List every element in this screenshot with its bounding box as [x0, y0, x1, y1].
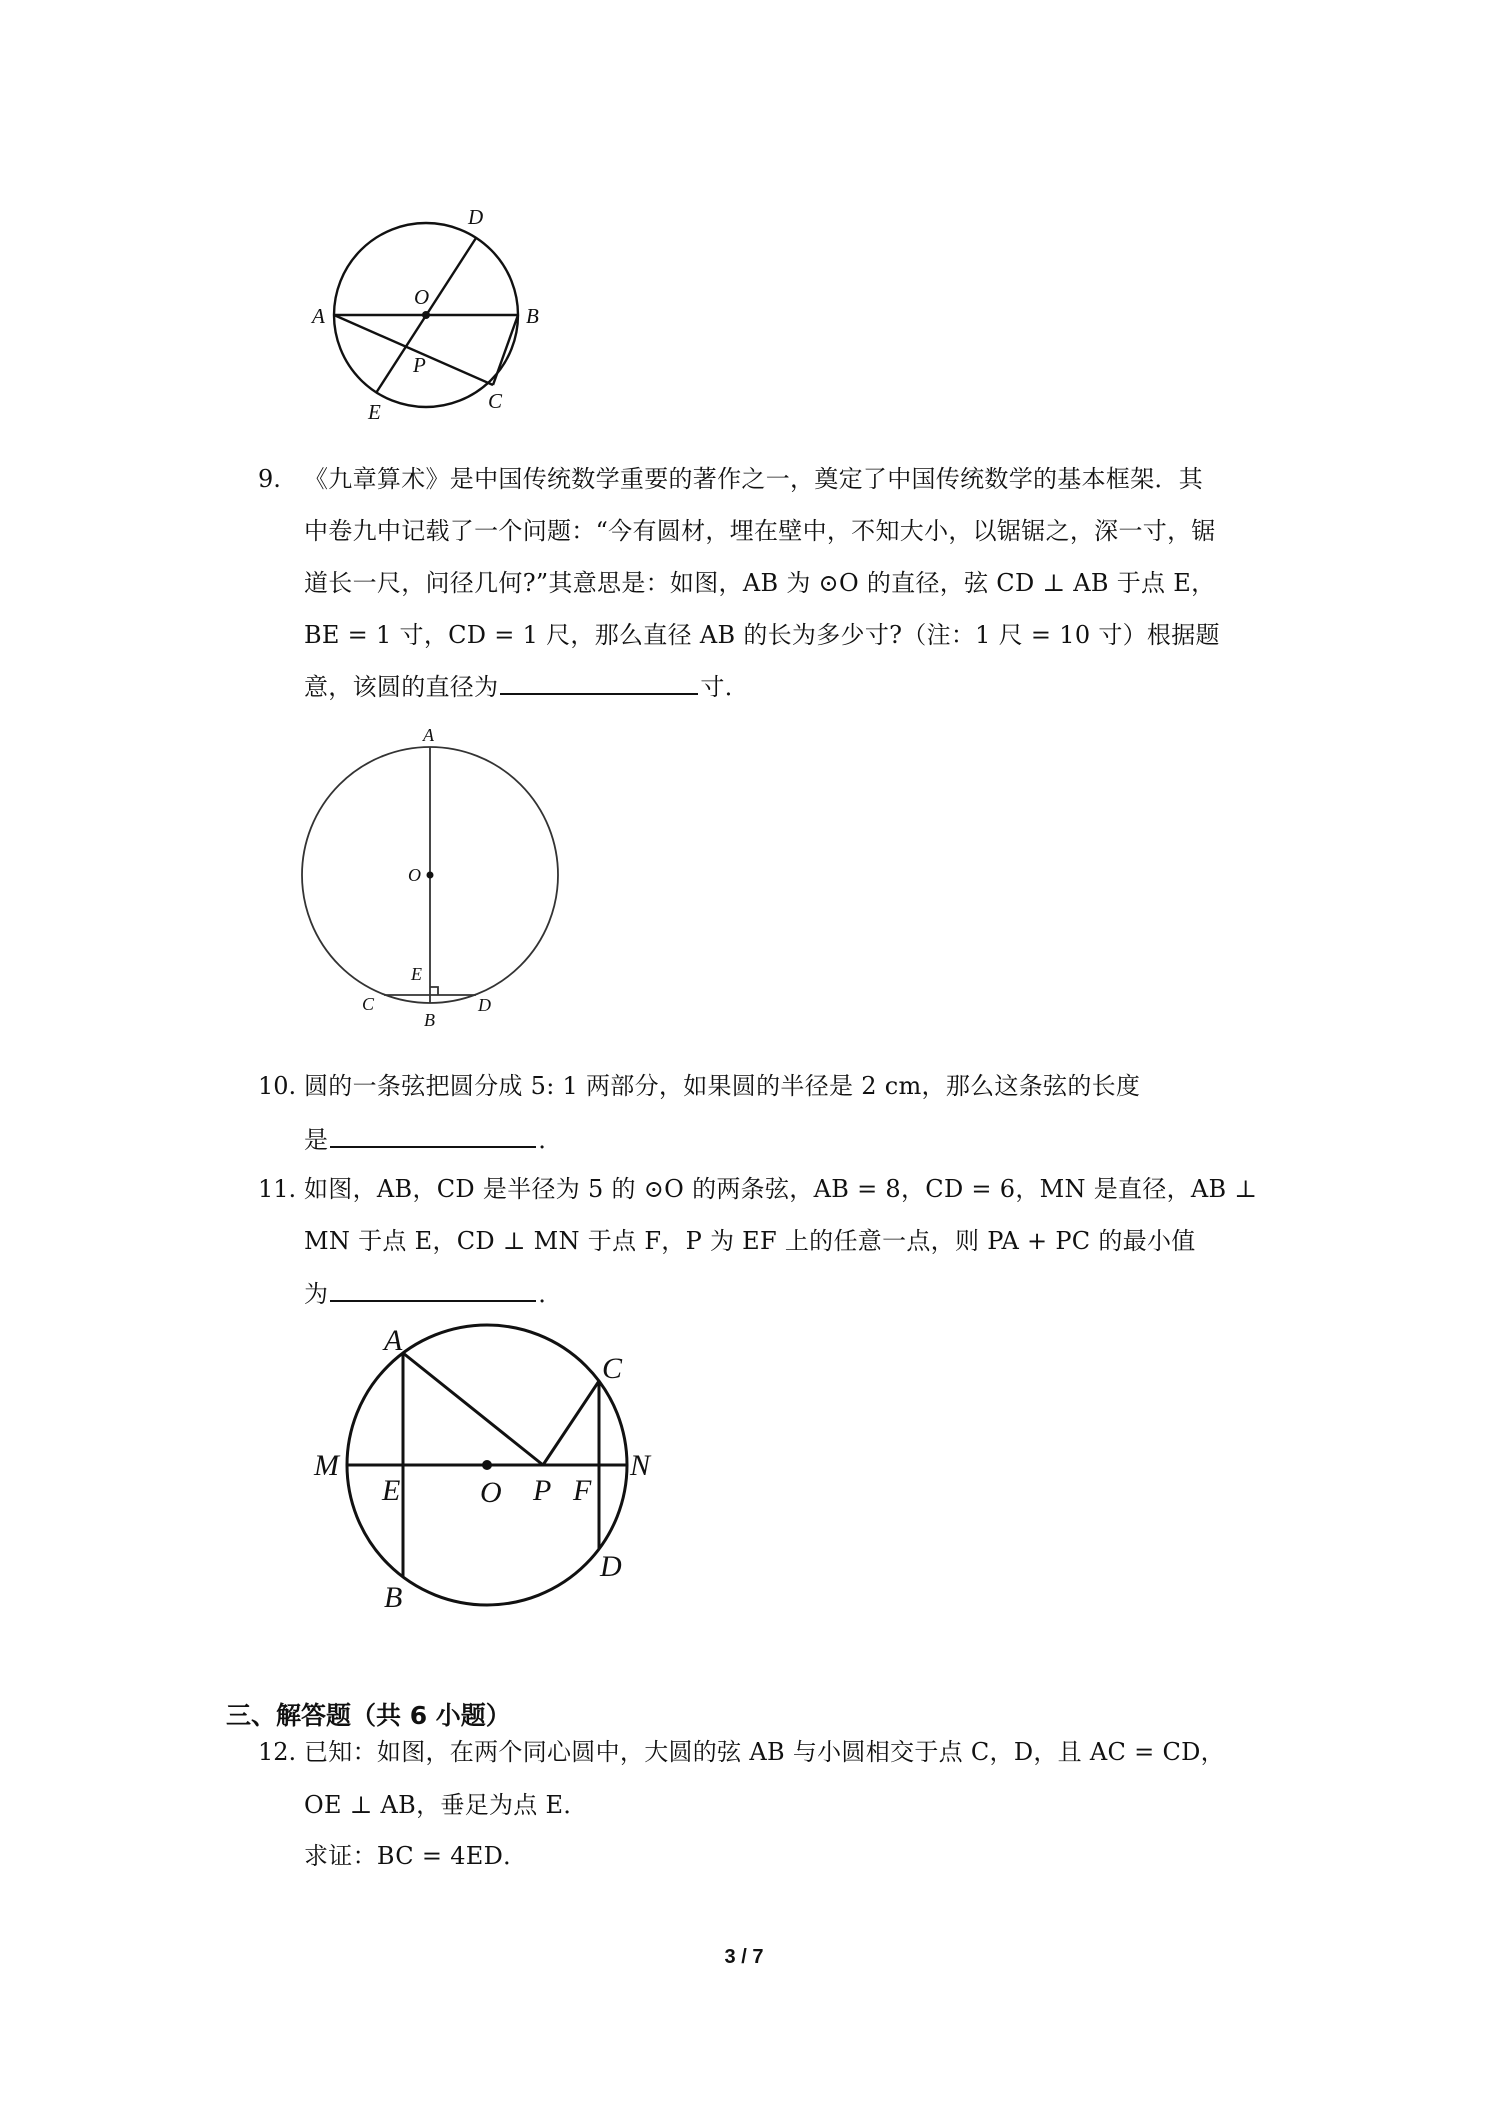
q11-line-1: 如图，AB，CD 是半径为 5 的 ⊙O 的两条弦，AB = 8，CD = 6，MN 是直径，AB ⊥	[304, 1175, 1258, 1203]
q11-number: 11.	[258, 1175, 297, 1203]
label-P: P	[533, 1474, 552, 1507]
q10-number: 10.	[258, 1072, 297, 1100]
label-D: D	[600, 1550, 622, 1583]
q11-answer-suffix: ．	[538, 1280, 563, 1308]
figure-q11	[300, 1310, 680, 1630]
label-C: C	[488, 389, 503, 413]
page-number: 3 / 7	[724, 1946, 764, 1968]
section-heading: 三、解答题（共 6 小题）	[226, 1701, 511, 1730]
figure-q9	[290, 724, 590, 1034]
q10-line-1: 圆的一条弦把圆分成 5: 1 两部分，如果圆的半径是 2 cm，那么这条弦的长度	[304, 1072, 1141, 1100]
q11-answer-prefix: 为	[304, 1280, 329, 1308]
q12-line-2: OE ⊥ AB，垂足为点 E．	[304, 1791, 588, 1819]
label-M: M	[314, 1449, 339, 1482]
label-F: F	[573, 1474, 592, 1507]
label-E: E	[382, 1474, 401, 1507]
label-C: C	[362, 994, 375, 1014]
q11-line-2: MN 于点 E，CD ⊥ MN 于点 F，P 为 EF 上的任意一点，则 PA + PC 的最小值	[304, 1227, 1196, 1255]
figure-q8	[300, 200, 580, 430]
q12-line-1: 已知：如图，在两个同心圆中，大圆的弦 AB 与小圆相交于点 C，D，且 AC = CD，	[304, 1738, 1225, 1766]
label-O: O	[408, 865, 421, 885]
q10-answer-prefix: 是	[304, 1126, 329, 1154]
label-E: E	[368, 400, 381, 424]
q9-answer-prefix: 意，该圆的直径为	[304, 673, 499, 701]
q9-answer-blank[interactable]	[500, 669, 698, 695]
label-D: D	[468, 205, 484, 229]
label-A: A	[423, 725, 434, 745]
q11-line-3	[304, 1276, 563, 1310]
q9-answer-suffix: 寸．	[700, 673, 750, 701]
q9-line-1: 《九章算术》是中国传统数学重要的著作之一，奠定了中国传统数学的基本框架．其	[304, 465, 1204, 493]
q12-line-3: 求证：BC = 4ED．	[304, 1842, 528, 1870]
q10-answer-blank[interactable]	[330, 1122, 536, 1148]
label-D: D	[478, 995, 491, 1015]
label-N: N	[630, 1449, 651, 1482]
label-O: O	[414, 285, 430, 309]
q10-answer-suffix: ．	[538, 1126, 563, 1154]
label-A: A	[312, 304, 325, 328]
q9-line-4: BE = 1 寸，CD = 1 尺，那么直径 AB 的长为多少寸?（注：1 尺 = 10 寸）根据题	[304, 621, 1220, 649]
label-C: C	[602, 1352, 623, 1385]
label-P: P	[413, 353, 426, 377]
q9-line-3: 道长一尺，问径几何?”其意思是：如图，AB 为 ⊙O 的直径，弦 CD ⊥ AB 于点 E，	[304, 569, 1216, 597]
label-B: B	[384, 1581, 403, 1614]
q9-number: 9.	[258, 465, 281, 493]
label-B: B	[526, 304, 539, 328]
q9-line-5	[304, 669, 749, 703]
q9-line-2: 中卷九中记载了一个问题：“今有圆材，埋在壁中，不知大小，以锯锯之，深一寸，锯	[304, 517, 1216, 545]
q12-number: 12.	[258, 1738, 297, 1766]
label-B: B	[424, 1010, 435, 1030]
q10-line-2	[304, 1122, 563, 1156]
label-A: A	[384, 1324, 403, 1357]
label-E: E	[411, 964, 422, 984]
label-O: O	[480, 1476, 502, 1509]
q11-answer-blank[interactable]	[330, 1276, 536, 1302]
